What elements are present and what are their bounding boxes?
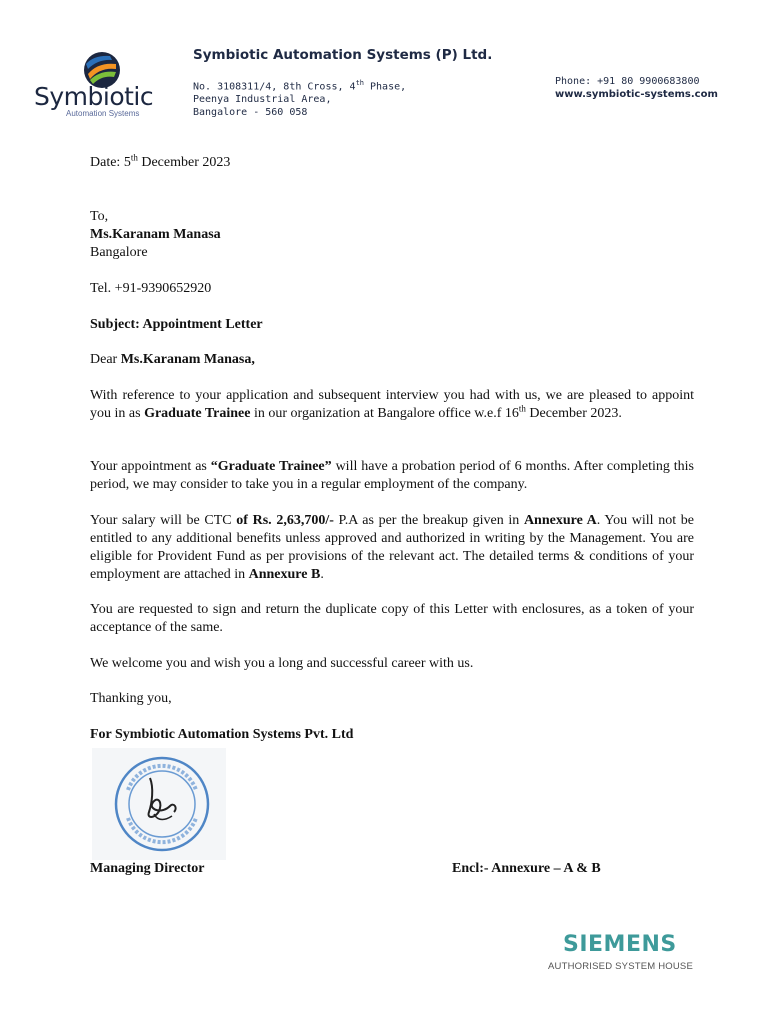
address-line-2: Peenya Industrial Area, <box>193 94 332 106</box>
logo-tagline: Automation Systems <box>66 109 140 118</box>
recipient-name: Ms.Karanam Manasa <box>90 227 221 242</box>
company-contact <box>555 75 718 101</box>
address-line-3: Bangalore - 560 058 <box>193 107 308 119</box>
address-line-1: No. 3108311/4, 8th Cross, 4th Phase, <box>193 79 407 93</box>
company-stamp-signature <box>92 748 226 860</box>
recipient-phone: Tel. +91-9390652920 <box>90 281 212 296</box>
signatory-company: For Symbiotic Automation Systems Pvt. Ltd <box>90 727 354 742</box>
to-label: To, <box>90 209 109 224</box>
closing-thanks: Thanking you, <box>90 691 172 706</box>
designation-label: Managing Director <box>90 861 205 876</box>
logo-wordmark: Symbiotic <box>34 82 154 111</box>
website-link[interactable]: www.symbiotic-systems.com <box>555 89 718 100</box>
paragraph-probation: Your appointment as “Graduate Trainee” will have a probation period of 6 months. After completing this period, we may consider to take you in a regular employment of the company. <box>90 459 694 492</box>
letter-date: Date: 5th December 2023 <box>90 152 231 170</box>
siemens-tagline: AUTHORISED SYSTEM HOUSE <box>548 961 694 972</box>
company-address <box>193 77 406 119</box>
paragraph-appointment: With reference to your application and subsequent interview you had with us, we are pleased to appoint you in as Graduate Trainee in our organization at Bangalore office w.e.f 16th December 2023. <box>90 388 694 421</box>
company-logo <box>32 50 157 120</box>
paragraph-welcome: We welcome you and wish you a long and successful career with us. <box>90 656 474 671</box>
phone-number: Phone: +91 80 9900683800 <box>555 76 700 87</box>
salutation: Dear Ms.Karanam Manasa, <box>90 352 255 367</box>
enclosure-label: Encl:- Annexure – A & B <box>452 861 601 876</box>
recipient-city: Bangalore <box>90 245 148 260</box>
letter-subject: Subject: Appointment Letter <box>90 317 263 332</box>
siemens-logo: SIEMENS <box>563 932 677 957</box>
paragraph-acceptance: You are requested to sign and return the duplicate copy of this Letter with enclosures, as a token of your acceptance of the same. <box>90 602 694 635</box>
company-name: Symbiotic Automation Systems (P) Ltd. <box>193 47 493 63</box>
paragraph-salary: Your salary will be CTC of Rs. 2,63,700/- P.A as per the breakup given in Annexure A. You will not be entitled to any additional benefits unless approved and authorized in writing by the Management. You are eligible for Provident Fund as per provisions of the relevant act. The detailed terms & conditions of your employment are attached in Annexure B. <box>90 513 694 582</box>
